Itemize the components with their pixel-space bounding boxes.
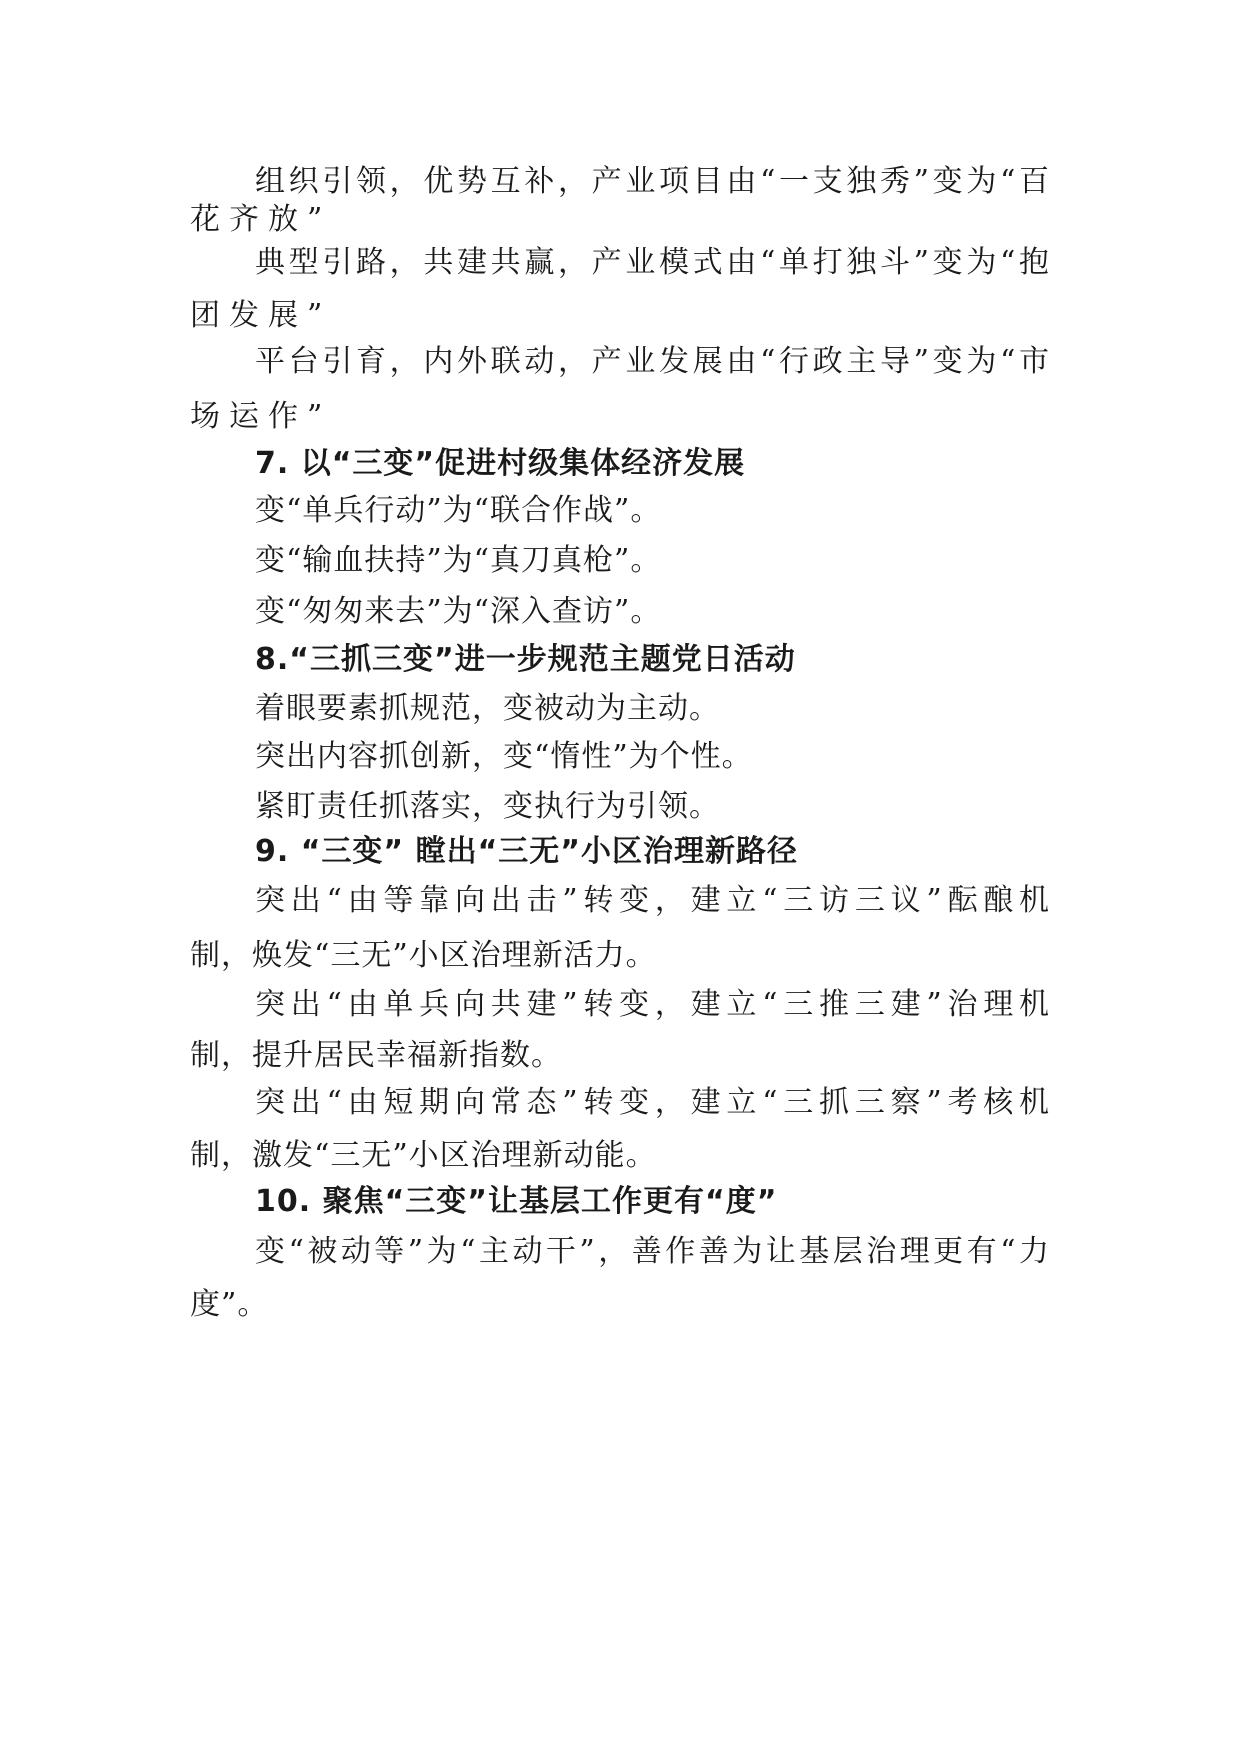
section-heading: 10. 聚焦“三变”让基层工作更有“度” (255, 1184, 778, 1219)
paragraph-line: 典型引路，共建共赢，产业模式由“单打独斗”变为“抱 (255, 245, 1050, 280)
paragraph-line: 花齐放” (190, 202, 332, 237)
paragraph-line: 组织引领，优势互补，产业项目由“一支独秀”变为“百 (255, 164, 1050, 199)
paragraph-line: 变“输血扶持”为“真刀真枪”。 (255, 543, 662, 578)
paragraph-line: 制，提升居民幸福新指数。 (190, 1038, 562, 1073)
section-heading: 7. 以“三变”促进村级集体经济发展 (255, 446, 746, 481)
paragraph-line: 场运作” (190, 399, 332, 434)
paragraph-line: 团发展” (190, 298, 332, 333)
paragraph-line: 变“匆匆来去”为“深入查访”。 (255, 594, 662, 629)
paragraph-line: 度”。 (190, 1287, 269, 1322)
paragraph-line: 制，焕发“三无”小区治理新活力。 (190, 938, 657, 973)
paragraph-line: 平台引育，内外联动，产业发展由“行政主导”变为“市 (255, 344, 1050, 379)
paragraph-line: 突出“由单兵向共建”转变，建立“三推三建”治理机 (255, 987, 1050, 1022)
paragraph-line: 变“单兵行动”为“联合作战”。 (255, 493, 662, 528)
paragraph-line: 紧盯责任抓落实，变执行为引领。 (255, 789, 720, 824)
paragraph-line: 制，激发“三无”小区治理新动能。 (190, 1138, 657, 1173)
section-heading: 8.“三抓三变”进一步规范主题党日活动 (255, 642, 796, 677)
paragraph-line: 变“被动等”为“主动干”，善作善为让基层治理更有“力 (255, 1234, 1050, 1269)
section-heading: 9. “三变” 瞠出“三无”小区治理新路径 (255, 834, 799, 869)
paragraph-line: 着眼要素抓规范，变被动为主动。 (255, 691, 720, 726)
paragraph-line: 突出“由等靠向出击”转变，建立“三访三议”酝酿机 (255, 883, 1050, 918)
paragraph-line: 突出“由短期向常态”转变，建立“三抓三察”考核机 (255, 1085, 1050, 1120)
paragraph-line: 突出内容抓创新，变“惰性”为个性。 (255, 739, 753, 774)
